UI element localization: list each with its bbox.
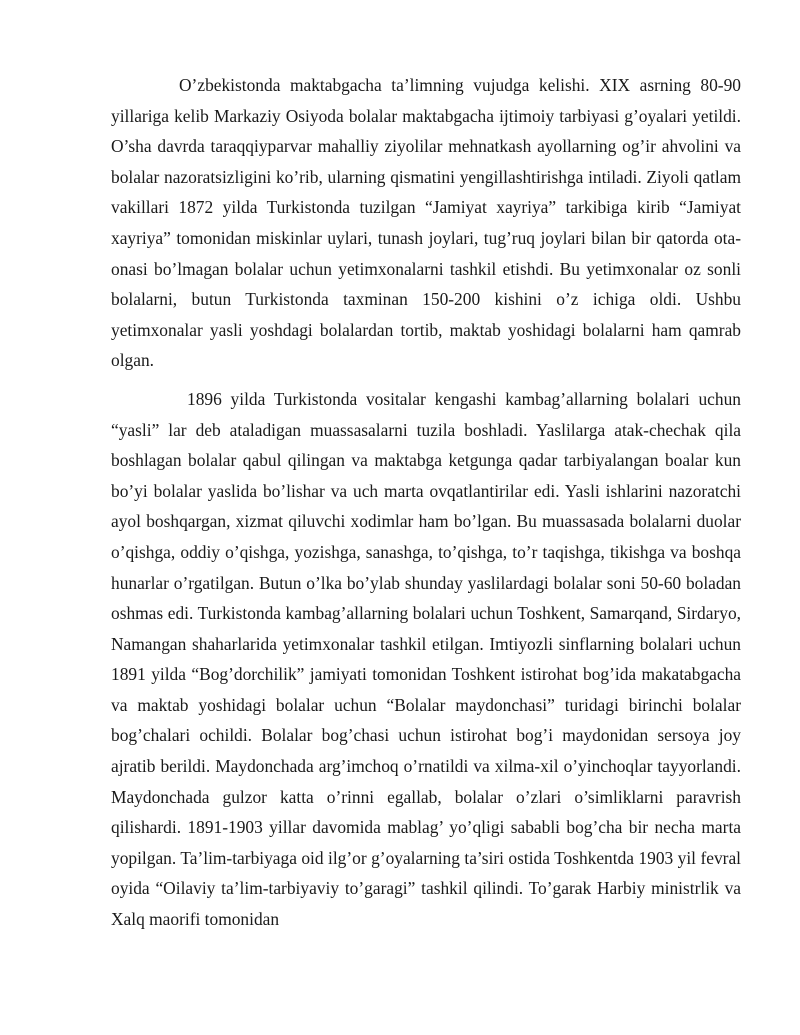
paragraph-1: O’zbekistonda maktabgacha ta’limning vujudga kelishi. XIX asrning 80-90 yillariga kelib Markaziy Osiyoda bolalar maktabgacha ijtimoiy tarbiyasi g’oyalari yetildi. O’sha davrda taraqqiyparvar mahalliy ziyolilar mehnatkash ayollarning og’ir ahvolini va bolalar nazoratsizligini ko’rib, ularning qismatini yengillashtirishga intiladi. Ziyoli qatlam vakillari 1872 yilda Turkistonda tuzilgan “Jamiyat xayriya” tarkibiga kirib “Jamiyat xayriya” tomonidan miskinlar uylari, tunash joylari, tug’ruq joylari bilan bir qatorda ota-onasi bo’lmagan bolalar uchun yetimxonalarni tashkil etishdi. Bu yetimxonalar oz sonli bolalarni, butun Turkistonda taxminan 150-200 kishini o’z ichiga oldi. Ushbu yetimxonalar yasli yoshdagi bolalardan tortib, maktab yoshidagi bolalarni ham qamrab olgan.	[111, 75, 741, 371]
document-page	[111, 70, 741, 935]
paragraph-2: 1896 yilda Turkistonda vositalar kengashi kambag’allarning bolalari uchun “yasli” lar deb ataladigan muassasalarni tuzila boshladi. Yaslilarga atak-chechak qila boshlagan bolalar qabul qilingan va maktabga ketgunga qadar tarbiyalangan boalar kun bo’yi bolalar yaslida bo’lishar va uch marta ovqatlantirilar edi. Yasli ishlarini nazoratchi ayol boshqargan, xizmat qiluvchi xodimlar ham bo’lgan. Bu muassasada bolalarni duolar o’qishga, oddiy o’qishga, yozishga, sanashga, to’qishga, to’r taqishga, tikishga va boshqa hunarlar o’rgatilgan. Butun o’lka bo’ylab shunday yaslilardagi bolalar soni 50-60 boladan oshmas edi. Turkistonda kambag’allarning bolalari uchun Toshkent, Samarqand, Sirdaryo, Namangan shaharlarida yetimxonalar tashkil etilgan. Imtiyozli sinflarning bolalari uchun 1891 yilda “Bog’dorchilik” jamiyati tomonidan Toshkent istirohat bog’ida makatabgacha va maktab yoshidagi bolalar uchun “Bolalar maydonchasi” turidagi birinchi bolalar bog’chalari ochildi. Bolalar bog’chasi uchun istirohat bog’i maydonidan sersoya joy ajratib berildi. Maydonchada arg’imchoq o’rnatildi va xilma-xil o’yinchoqlar tayyorlandi. Maydonchada gulzor katta o’rinni egallab, bolalar o’zlari o’simliklarni paravrish qilishardi. 1891-1903 yillar davomida mablag’ yo’qligi sababli bog’cha bir necha marta yopilgan. Ta’lim-tarbiyaga oid ilg’or g’oyalarning ta’siri ostida Toshkentda 1903 yil fevral oyida “Oilaviy ta’lim-tarbiyaviy to’garagi” tashkil qilindi. To’garak Harbiy ministrlik va Xalq maorifi tomonidan	[111, 388, 741, 930]
